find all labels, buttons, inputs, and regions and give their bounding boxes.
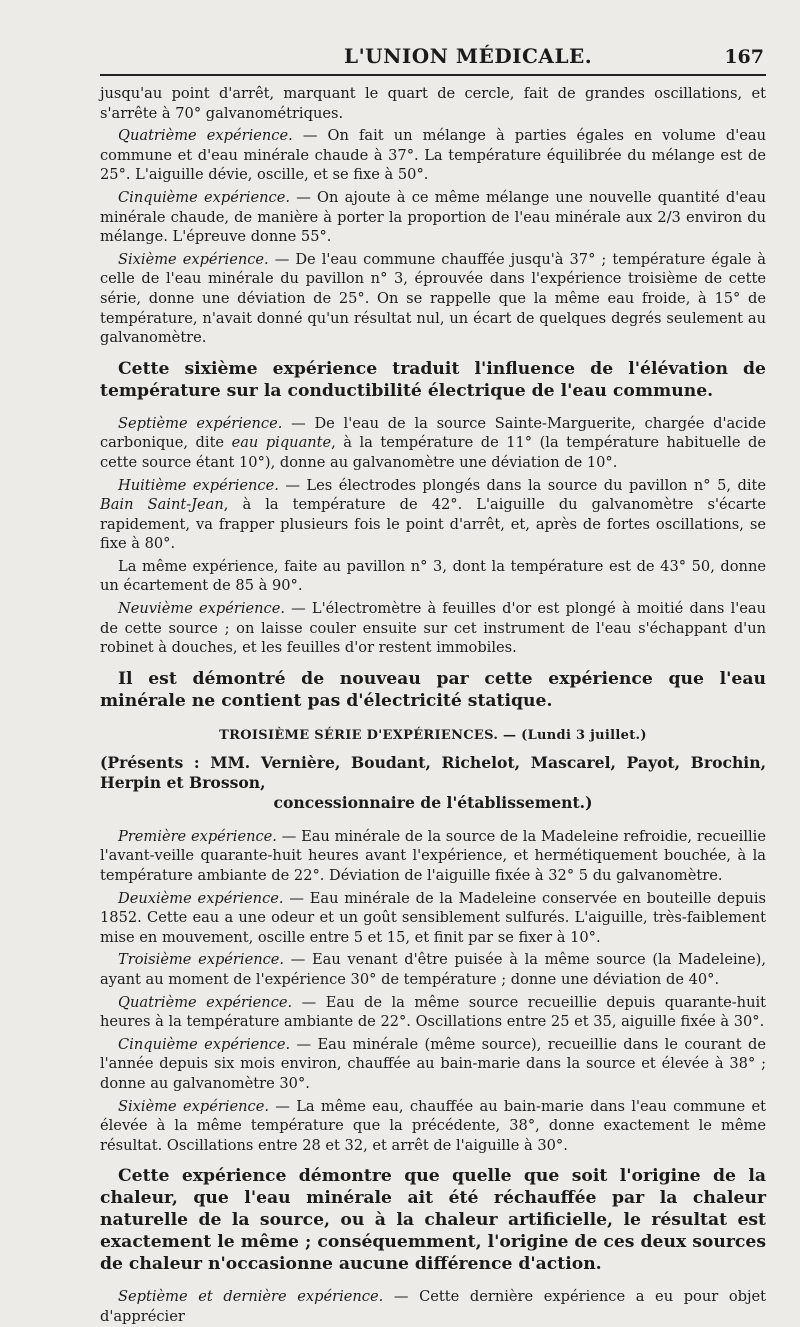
series-heading: [100, 728, 766, 743]
experiment-text: — Cette dernière expérience a eu pour objet d'apprécier: [100, 1288, 766, 1325]
attendees-list: [100, 753, 766, 813]
paragraph-series3-experiment-7: [100, 1287, 766, 1326]
attendees-line-1: (Présents : MM. Vernière, Boudant, Richelot, Mascarel, Payot, Brochin, Herpin et Brosson,: [100, 752, 766, 792]
paragraph-continuation: jusqu'au point d'arrêt, marquant le quart de cercle, fait de grandes oscillations, et s'arrête à 70° galvanométriques.: [100, 85, 766, 122]
experiment-label: Quatrième expérience.: [118, 993, 293, 1011]
experiment-label: Cinquième expérience.: [118, 188, 290, 206]
experiment-text: — La même eau, chauffée au bain-marie dans l'eau commune et élevée à la même température que la précédente, 38°, donne exactement le même résultat. Oscillations entre 28 et 32, et arrêt de l'aiguille à 30°.: [100, 1097, 766, 1154]
paragraph-series3-experiment-2: [100, 889, 766, 948]
attendees-line-2: concessionnaire de l'établissement.): [273, 792, 593, 812]
experiment-text: — L'électromètre à feuilles d'or est plongé à moitié dans l'eau de cette source ; on laisse couler ensuite sur cet instrument de l'eau s'échappant d'un robinet à douches, et les feuilles d'or restent immobiles.: [100, 600, 766, 657]
experiment-label: Cinquième expérience.: [118, 1035, 291, 1053]
conclusion-paragraph-2: Il est démontré de nouveau par cette expérience que l'eau minérale ne contient pas d'électricité statique.: [100, 668, 766, 711]
experiment-text: — On fait un mélange à parties égales en volume d'eau commune et d'eau minérale chaude à 37°. La température équilibrée du mélange est de 25°. L'aiguille dévie, oscille, et se fixe à 50°.: [100, 127, 767, 184]
experiment-text-italic: Bain Saint-Jean: [100, 496, 224, 514]
paragraph-series3-experiment-6: [100, 1097, 766, 1156]
paragraph-experiment-4: [100, 126, 766, 185]
experiment-text: — On ajoute à ce même mélange une nouvelle quantité d'eau minérale chaude, de manière à porter la proportion de l'eau minérale aux 2/3 environ du mélange. L'épreuve donne 55°.: [100, 188, 766, 246]
paragraph-series3-experiment-3: [100, 950, 766, 989]
paragraph-experiment-9: [100, 599, 766, 658]
paragraph-experiment-8: [100, 476, 766, 554]
experiment-text: , à la température de 42°. L'aiguille du galvanomètre s'écarte rapidement, va frapper plusieurs fois le point d'arrêt, et, après de fortes oscillations, se fixe à 80°.: [100, 496, 767, 553]
page-header: [100, 40, 766, 74]
experiment-label: Neuvième expérience.: [118, 600, 285, 618]
paragraph-experiment-7: [100, 414, 766, 473]
experiment-text: — Eau venant d'être puisée à la même source (la Madeleine), ayant au moment de l'expérience 30° de température ; donne une déviation de 40°.: [100, 951, 766, 988]
paragraph-same-experiment: La même expérience, faite au pavillon n° 3, dont la température est de 43° 50, donne un écartement de 85 à 90°.: [100, 557, 766, 595]
paragraph-experiment-5: [100, 188, 766, 247]
experiment-text: — Les électrodes plongés dans la source du pavillon n° 5, dite: [278, 476, 766, 494]
experiment-text-italic: eau piquante: [231, 434, 332, 452]
running-title: L'UNION MÉDICALE.: [344, 44, 593, 68]
conclusion-paragraph-1: Cette sixième expérience traduit l'influence de l'élévation de température sur la conductibilité électrique de l'eau commune.: [100, 358, 766, 401]
experiment-label: Quatrième expérience.: [118, 127, 293, 145]
experiment-label: Septième expérience.: [118, 414, 283, 432]
experiment-label: Première expérience.: [118, 827, 277, 845]
experiment-text: , à la température de 11° (la température habituelle de cette source étant 10°), donne au galvanomètre une déviation de 10°.: [100, 434, 766, 471]
experiment-text: — Eau minérale de la Madeleine conservée en bouteille depuis 1852. Cette eau a une odeur et un goût sensiblement sulfurés. L'aiguille, très-faiblement mise en mouvement, oscille entre 5 et 15, et finit par se fixer à 10°.: [100, 889, 766, 946]
page-number: 167: [724, 46, 764, 68]
experiment-label: Deuxième expérience.: [118, 889, 284, 907]
header-rule: [100, 74, 766, 76]
experiment-label: Sixième expérience.: [118, 1097, 269, 1115]
experiment-label: Troisième expérience.: [118, 951, 285, 969]
experiment-text: — De l'eau de la source Sainte-Marguerite, chargée d'acide carbonique, dite: [100, 414, 767, 452]
paragraph-series3-experiment-1: [100, 827, 766, 886]
series-title: TROISIÈME SÉRIE D'EXPÉRIENCES.: [219, 727, 499, 743]
experiment-label: Huitième expérience.: [118, 476, 279, 494]
paragraph-series3-experiment-4: [100, 993, 766, 1032]
experiment-label: Septième et dernière expérience.: [118, 1288, 384, 1306]
experiment-text: — Eau minérale (même source), recueillie dans le courant de l'année depuis six mois environ, chauffée au bain-marie dans la source et élevée à 38° ; donne au galvanomètre 30°.: [100, 1035, 766, 1092]
paragraph-experiment-6: [100, 250, 766, 348]
paragraph-series3-experiment-5: [100, 1035, 766, 1094]
series-date: — (Lundi 3 juillet.): [498, 727, 647, 743]
experiment-label: Sixième expérience.: [118, 250, 269, 268]
experiment-text: — Eau minérale de la source de la Madeleine refroidie, recueillie l'avant-veille quarante-huit heures avant l'expérience, et hermétiquement bouchée, à la température ambiante de 22°. Déviation de l'aiguille fixée à 32° 5 du galvanomètre.: [100, 827, 766, 885]
experiment-text: — Eau de la même source recueillie depuis quarante-huit heures à la température ambiante de 22°. Oscillations entre 25 et 35, aiguille fixée à 30°.: [100, 993, 767, 1031]
conclusion-paragraph-3: Cette expérience démontre que quelle que soit l'origine de la chaleur, que l'eau minérale ait été réchauffée par la chaleur naturelle de la source, ou à la chaleur artificielle, le résultat est exactement le même ; conséquemment, l'origine de ces deux sources de chaleur n'occasionne aucune différence d'action.: [100, 1166, 766, 1275]
experiment-text: — De l'eau commune chauffée jusqu'à 37° ; température égale à celle de l'eau minérale du pavillon n° 3, éprouvée dans l'expérience troisième de cette série, donne une déviation de 25°. On se rappelle que la même eau froide, à 15° de température, n'avait donné qu'un résultat nul, un écart de quelques degrés seulement au galvanomètre.: [100, 250, 766, 347]
